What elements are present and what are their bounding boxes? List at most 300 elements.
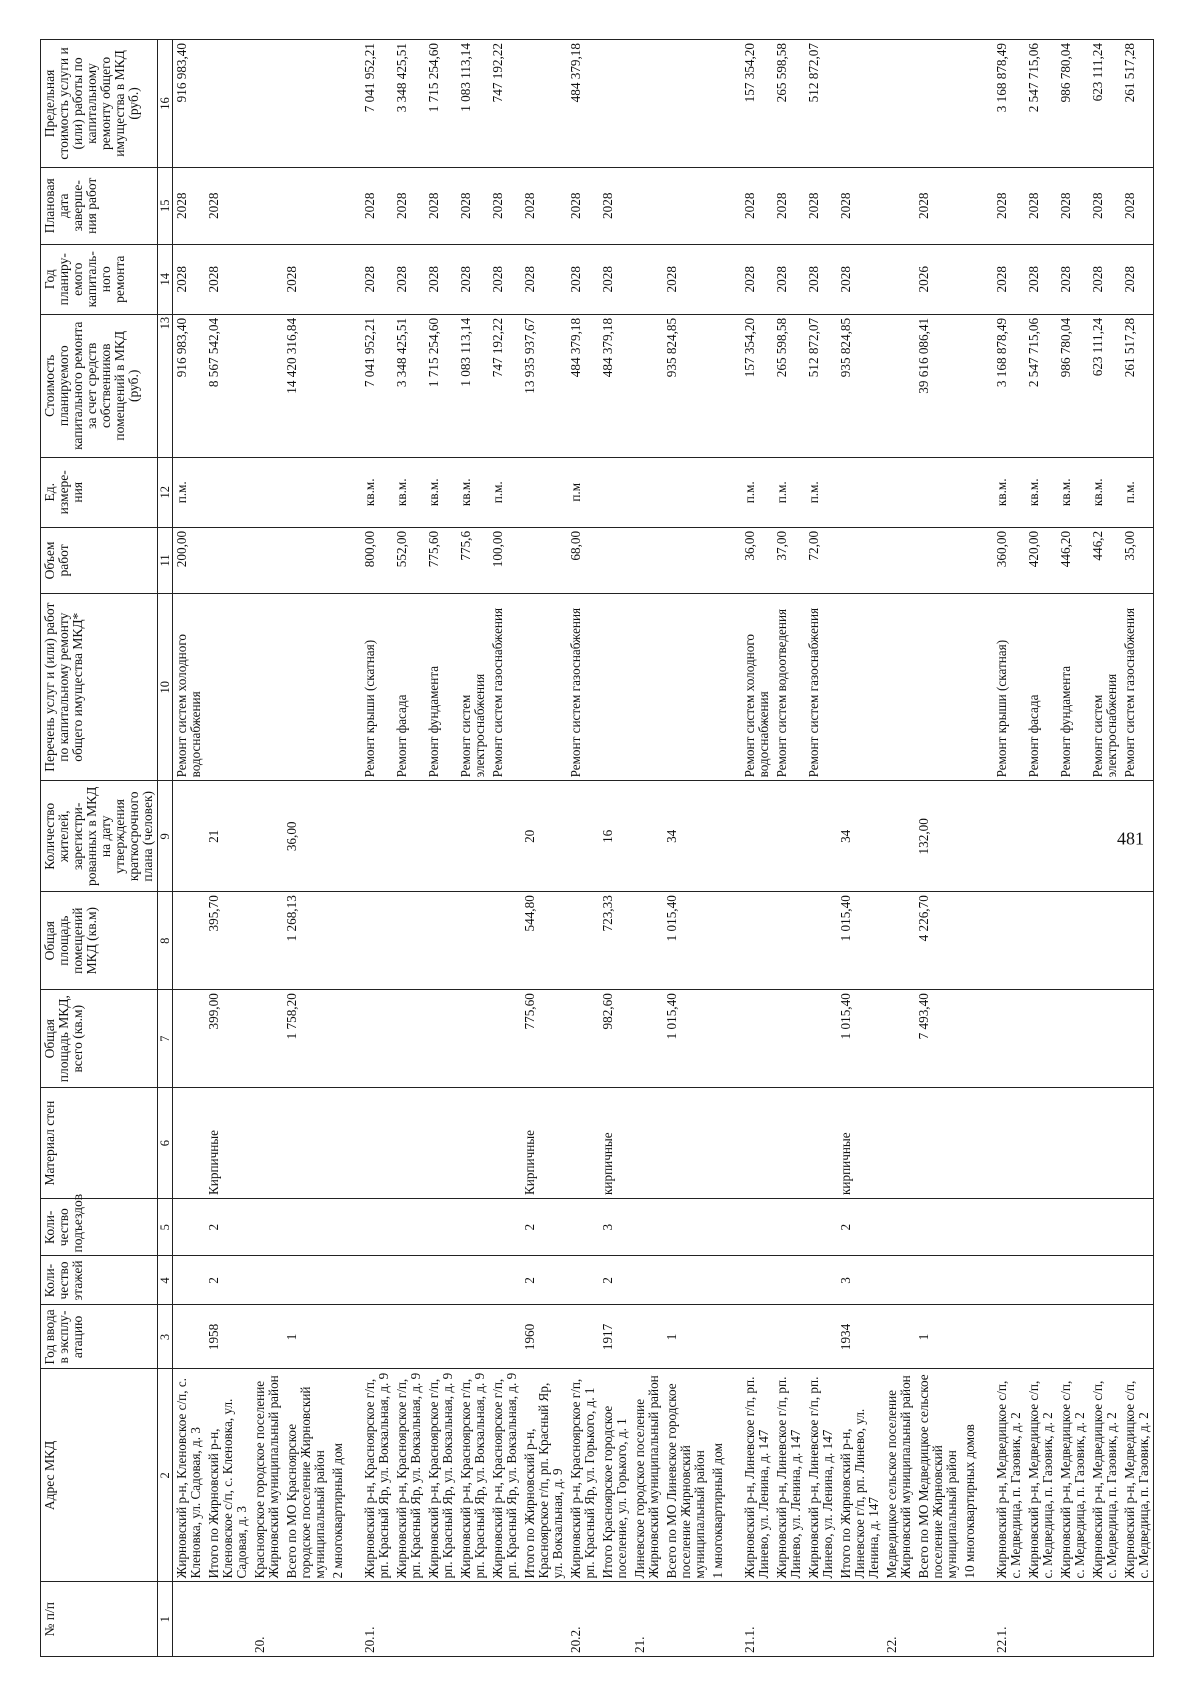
table-cell [457, 1088, 489, 1199]
table-cell [773, 892, 805, 990]
table-cell [709, 167, 741, 244]
table-cell [361, 1198, 393, 1256]
table-cell: кв.м. [1025, 457, 1057, 527]
column-header: Количество жителей, зарегистри-рованных в МКД на дату утверждения краткосрочного плана (человек) [41, 781, 158, 892]
table-cell [425, 1582, 457, 1657]
table-cell [1089, 1256, 1121, 1305]
table-cell [915, 593, 961, 780]
table-cell: 1 083 113,14 [457, 40, 489, 168]
table-cell: 1 015,40 [663, 990, 709, 1088]
table-cell: Жирновский р-н, Красноярское г/п, рп. Красный Яр, ул. Вокзальная, д. 9 [425, 1369, 457, 1582]
table-cell [521, 1582, 567, 1657]
table-cell [961, 781, 993, 892]
table-cell: Всего по МО Красноярское городское поселение Жирновский муниципальный район [283, 1369, 329, 1582]
column-header: Общая площадь МКД, всего (кв.м) [41, 990, 158, 1088]
table-cell [329, 314, 361, 457]
table-cell [329, 781, 361, 892]
table-cell [709, 781, 741, 892]
table-cell: 200,00 [173, 527, 206, 593]
table-cell: 20.2. [567, 1582, 599, 1657]
table-cell [567, 1256, 599, 1305]
table-cell [631, 167, 663, 244]
table-cell: 2028 [567, 244, 599, 314]
table-cell [329, 527, 361, 593]
table-cell [1121, 1305, 1154, 1369]
table-cell: 935 824,85 [837, 314, 883, 457]
table-cell [773, 990, 805, 1088]
table-cell [361, 1305, 393, 1369]
table-cell: 3 [599, 1198, 631, 1256]
table-cell: Жирновский р-н, Медведицкое с/п, с. Медведица, п. Газовик, д. 2 [993, 1369, 1025, 1582]
table-cell [1121, 1088, 1154, 1199]
table-cell [599, 527, 631, 593]
table-row [393, 40, 425, 1657]
table-cell: 2028 [993, 244, 1025, 314]
table-row [521, 40, 567, 1657]
page-number: 481 [1117, 828, 1144, 849]
column-number: 15 [158, 167, 173, 244]
table-cell [993, 892, 1025, 990]
table-cell: 35,00 [1121, 527, 1154, 593]
table-cell: 265 598,58 [773, 40, 805, 168]
table-cell [709, 527, 741, 593]
table-cell: 2028 [1089, 167, 1121, 244]
table-cell [205, 527, 251, 593]
table-cell: 446,20 [1057, 527, 1089, 593]
table-cell: 512 872,07 [805, 314, 837, 457]
column-number: 16 [158, 40, 173, 168]
table-cell [361, 990, 393, 1088]
table-cell [489, 781, 521, 892]
table-cell [173, 892, 206, 990]
column-header: Коли-чество этажей [41, 1256, 158, 1305]
column-header: Общая площадь помещений МКД (кв.м) [41, 892, 158, 990]
table-cell [599, 457, 631, 527]
table-cell [741, 1198, 773, 1256]
table-cell: п.м. [489, 457, 521, 527]
table-cell [709, 244, 741, 314]
table-cell [741, 781, 773, 892]
table-cell [283, 457, 329, 527]
table-cell [1025, 1305, 1057, 1369]
table-cell [489, 1256, 521, 1305]
table-cell: 2028 [773, 167, 805, 244]
table-row [961, 40, 993, 1657]
table-cell [961, 1305, 993, 1369]
table-cell [883, 314, 915, 457]
table-row [805, 40, 837, 1657]
table-cell [1057, 1256, 1089, 1305]
table-cell [489, 990, 521, 1088]
table-cell [329, 1305, 361, 1369]
table-cell [1025, 781, 1057, 892]
table-cell: 395,70 [205, 892, 251, 990]
table-cell: Итого по Жирновский р-н, Линевское г/п, рп. Линево, ул. Ленина, д. 147 [837, 1369, 883, 1582]
column-header: Перечень услуг и (или) работ по капитальному ремонту общего имущества МКД* [41, 593, 158, 780]
table-cell [567, 1305, 599, 1369]
table-cell: Медведицкое сельское поселение Жирновский муниципальный район [883, 1369, 915, 1582]
table-cell: 3 348 425,51 [393, 314, 425, 457]
table-cell: 37,00 [773, 527, 805, 593]
table-cell: 2028 [425, 244, 457, 314]
table-cell: 34 [663, 781, 709, 892]
table-cell [329, 1256, 361, 1305]
table-cell [251, 1305, 283, 1369]
table-cell [773, 781, 805, 892]
table-cell [631, 781, 663, 892]
column-header: Плановая дата заверше-ния работ [41, 167, 158, 244]
table-cell [1057, 892, 1089, 990]
table-cell [631, 40, 663, 168]
table-cell [961, 457, 993, 527]
table-cell: кв.м. [993, 457, 1025, 527]
table-row [773, 40, 805, 1657]
table-cell: 13 935 937,67 [521, 314, 567, 457]
table-cell [425, 781, 457, 892]
table-cell [1025, 892, 1057, 990]
table-cell [251, 314, 283, 457]
table-cell: 7 041 952,21 [361, 40, 393, 168]
table-row [1025, 40, 1057, 1657]
table-cell [457, 1305, 489, 1369]
table-cell: 20 [521, 781, 567, 892]
table-cell: Ремонт фундамента [425, 593, 457, 780]
table-cell [773, 1256, 805, 1305]
table-cell: 399,00 [205, 990, 251, 1088]
table-header [41, 40, 173, 1657]
table-cell: 2 [205, 1256, 251, 1305]
table-cell [1057, 781, 1089, 892]
table-cell [1089, 892, 1121, 990]
table-cell [173, 781, 206, 892]
table-cell [567, 1088, 599, 1199]
table-cell [283, 527, 329, 593]
table-cell [489, 1305, 521, 1369]
table-cell [393, 1088, 425, 1199]
table-cell: 1 015,40 [837, 990, 883, 1088]
table-cell [883, 527, 915, 593]
table-cell [631, 593, 663, 780]
table-cell: 22. [883, 1582, 915, 1657]
table-cell: п.м. [173, 457, 206, 527]
table-cell: Кирпичные [521, 1088, 567, 1199]
table-cell: 261 517,28 [1121, 40, 1154, 168]
table-cell [1089, 1088, 1121, 1199]
table-cell [425, 1305, 457, 1369]
table-cell [173, 1582, 206, 1657]
table-cell [173, 1088, 206, 1199]
table-cell: 261 517,28 [1121, 314, 1154, 457]
table-cell: 1 015,40 [837, 892, 883, 990]
column-number: 5 [158, 1198, 173, 1256]
table-cell: 982,60 [599, 990, 631, 1088]
table-cell: п.м [567, 457, 599, 527]
table-cell: Жирновский р-н, Линевское г/п, рп. Линево, ул. Ленина, д. 147 [741, 1369, 773, 1582]
table-cell: 2028 [1121, 244, 1154, 314]
column-header: Стоимость планируемого капитального ремонта за счет средств собственников помещений в МКД (руб.) [41, 314, 158, 457]
table-cell [283, 1198, 329, 1256]
table-cell [251, 40, 283, 168]
table-cell [599, 40, 631, 168]
table-cell [883, 1088, 915, 1199]
table-cell: 1958 [205, 1305, 251, 1369]
table-cell: Жирновский р-н, Линевское г/п, рп. Линево, ул. Ленина, д. 147 [805, 1369, 837, 1582]
table-cell [1121, 781, 1154, 892]
table-cell [883, 990, 915, 1088]
table-cell [251, 167, 283, 244]
table-cell [805, 990, 837, 1088]
table-cell: 775,60 [521, 990, 567, 1088]
table-cell [805, 1582, 837, 1657]
table-cell: Ремонт систем газоснабжения [567, 593, 599, 780]
table-cell [805, 892, 837, 990]
table-cell [329, 457, 361, 527]
table-cell: 2028 [521, 244, 567, 314]
column-number: 3 [158, 1305, 173, 1369]
table-cell: 21 [205, 781, 251, 892]
table-cell [521, 593, 567, 780]
table-cell: Жирновский р-н, Линевское г/п, рп. Линево, ул. Ленина, д. 147 [773, 1369, 805, 1582]
table-cell: 39 616 086,41 [915, 314, 961, 457]
table-cell [567, 1198, 599, 1256]
table-cell [283, 1088, 329, 1199]
table-cell: 132,00 [915, 781, 961, 892]
table-cell [741, 1088, 773, 1199]
column-number: 10 [158, 593, 173, 780]
column-number: 6 [158, 1088, 173, 1199]
table-cell: 21. [631, 1582, 663, 1657]
table-cell: Итого по Жирновский р-н, Красноярское г/п, рп. Красный Яр, ул. Вокзальная, д. 9 [521, 1369, 567, 1582]
table-cell [1121, 990, 1154, 1088]
table-cell: 544,80 [521, 892, 567, 990]
table-row [631, 40, 663, 1657]
table-cell [1057, 1305, 1089, 1369]
table-cell [251, 892, 283, 990]
table-cell: 2028 [599, 167, 631, 244]
column-number: 9 [158, 781, 173, 892]
table-cell: Жирновский р-н, Красноярское г/п, рп. Красный Яр, ул. Вокзальная, д. 9 [457, 1369, 489, 1582]
table-cell: Ремонт систем газоснабжения [805, 593, 837, 780]
table-cell [883, 781, 915, 892]
table-cell: 100,00 [489, 527, 521, 593]
table-cell [993, 1256, 1025, 1305]
table-cell [1089, 1582, 1121, 1657]
table-cell [883, 1256, 915, 1305]
table-cell [883, 457, 915, 527]
table-cell [489, 1198, 521, 1256]
table-cell [837, 40, 883, 168]
table-cell: 2028 [393, 167, 425, 244]
table-cell [393, 892, 425, 990]
table-cell [883, 167, 915, 244]
table-cell [361, 1088, 393, 1199]
table-cell: 2028 [741, 244, 773, 314]
table-cell [251, 457, 283, 527]
table-row [741, 40, 773, 1657]
table-cell: 723,33 [599, 892, 631, 990]
table-cell: 2028 [205, 167, 251, 244]
table-cell: Ремонт крыши (скатная) [993, 593, 1025, 780]
table-cell: 747 192,22 [489, 314, 521, 457]
table-cell [205, 457, 251, 527]
table-cell [425, 1088, 457, 1199]
table-cell [489, 1582, 521, 1657]
table-cell: 1917 [599, 1305, 631, 1369]
table-cell [393, 1256, 425, 1305]
table-cell [709, 40, 741, 168]
column-header: Материал стен [41, 1088, 158, 1199]
table-cell [805, 1305, 837, 1369]
table-cell: 1934 [837, 1305, 883, 1369]
table-cell [457, 781, 489, 892]
table-cell [1025, 990, 1057, 1088]
table-cell: п.м. [1121, 457, 1154, 527]
table-cell [251, 1198, 283, 1256]
table-cell [631, 527, 663, 593]
table-cell [773, 1582, 805, 1657]
table-cell [329, 892, 361, 990]
table-cell [425, 990, 457, 1088]
table-cell: Итого по Жирновский р-н, Кленовское с/п, с. Кленовка, ул. Садовая, д. 3 [205, 1369, 251, 1582]
table-cell: 2 [205, 1198, 251, 1256]
table-cell: 2028 [837, 167, 883, 244]
table-cell [251, 781, 283, 892]
table-cell [283, 167, 329, 244]
table-cell: 2028 [1025, 167, 1057, 244]
table-cell [489, 892, 521, 990]
table-cell [663, 167, 709, 244]
table-cell: 2 547 715,06 [1025, 314, 1057, 457]
table-cell: 2028 [393, 244, 425, 314]
table-cell [173, 990, 206, 1088]
table-cell: 2028 [567, 167, 599, 244]
table-cell [393, 781, 425, 892]
column-number: 2 [158, 1369, 173, 1582]
table-cell [283, 40, 329, 168]
table-cell: 2028 [489, 167, 521, 244]
table-cell [1025, 1256, 1057, 1305]
table-cell [993, 781, 1025, 892]
table-cell: 512 872,07 [805, 40, 837, 168]
table-cell [663, 527, 709, 593]
column-number: 4 [158, 1256, 173, 1305]
table-cell [173, 1198, 206, 1256]
table-cell: 2028 [1025, 244, 1057, 314]
table-cell [709, 1256, 741, 1305]
table-cell [205, 40, 251, 168]
table-cell: 800,00 [361, 527, 393, 593]
table-cell [1089, 1305, 1121, 1369]
table-cell [883, 892, 915, 990]
table-cell [521, 527, 567, 593]
table-cell: 2028 [741, 167, 773, 244]
table-cell: 2028 [805, 167, 837, 244]
table-cell: 916 983,40 [173, 40, 206, 168]
table-cell: 68,00 [567, 527, 599, 593]
table-cell [883, 1305, 915, 1369]
table-cell: 420,00 [1025, 527, 1057, 593]
table-cell: 36,00 [283, 781, 329, 892]
table-cell: 7 041 952,21 [361, 314, 393, 457]
table-cell [1121, 1582, 1154, 1657]
table-cell: Итого Красноярское городское поселение, ул. Горького, д. 1 [599, 1369, 631, 1582]
table-cell [773, 1198, 805, 1256]
table-cell [1089, 781, 1121, 892]
table-row [251, 40, 283, 1657]
table-cell: кв.м. [1089, 457, 1121, 527]
table-row [425, 40, 457, 1657]
table-cell [457, 1198, 489, 1256]
table-cell [329, 1582, 361, 1657]
table-cell [631, 892, 663, 990]
table-cell: 1 [283, 1305, 329, 1369]
table-cell [961, 167, 993, 244]
table-cell: 21.1. [741, 1582, 773, 1657]
table-cell [993, 1305, 1025, 1369]
table-cell [205, 1582, 251, 1657]
table-cell [599, 593, 631, 780]
table-cell [741, 990, 773, 1088]
table-cell [1089, 1198, 1121, 1256]
table-cell [915, 1088, 961, 1199]
table-cell [631, 1305, 663, 1369]
table-cell [805, 781, 837, 892]
table-cell: Ремонт систем водоотведения [773, 593, 805, 780]
table-cell [251, 527, 283, 593]
table-cell [631, 990, 663, 1088]
table-cell: кв.м. [393, 457, 425, 527]
table-cell [425, 892, 457, 990]
table-cell: Жирновский р-н, Кленовское с/п, с. Кленовка, ул. Садовая, д. 3 [173, 1369, 206, 1582]
table-cell [961, 244, 993, 314]
table-cell [961, 892, 993, 990]
column-header: Объем работ [41, 527, 158, 593]
table-cell [489, 1088, 521, 1199]
table-cell [173, 1256, 206, 1305]
table-cell [883, 244, 915, 314]
table-cell: Жирновский р-н, Красноярское г/п, рп. Красный Яр, ул. Вокзальная, д. 9 [393, 1369, 425, 1582]
header-row [41, 40, 158, 1657]
table-cell [837, 457, 883, 527]
table-cell: 2 [599, 1256, 631, 1305]
table-row [283, 40, 329, 1657]
table-cell: 2028 [993, 167, 1025, 244]
table-cell [663, 40, 709, 168]
repair-plan-table [40, 39, 1154, 1657]
table-cell: п.м. [773, 457, 805, 527]
table-row [361, 40, 393, 1657]
table-cell [329, 167, 361, 244]
table-row [173, 40, 206, 1657]
table-cell: 1 083 113,14 [457, 314, 489, 457]
table-cell: 3 168 878,49 [993, 40, 1025, 168]
table-cell: 20.1. [361, 1582, 393, 1657]
table-cell [251, 244, 283, 314]
table-cell [709, 990, 741, 1088]
table-cell: 2 многоквартирный дом [329, 1369, 361, 1582]
table-cell [521, 40, 567, 168]
table-cell: кв.м. [425, 457, 457, 527]
table-cell [631, 244, 663, 314]
table-cell [961, 593, 993, 780]
table-cell [663, 1088, 709, 1199]
column-number: 14 [158, 244, 173, 314]
table-cell: кв.м. [361, 457, 393, 527]
table-cell: 2028 [361, 244, 393, 314]
table-cell [915, 1256, 961, 1305]
table-cell [457, 990, 489, 1088]
table-cell [631, 1256, 663, 1305]
